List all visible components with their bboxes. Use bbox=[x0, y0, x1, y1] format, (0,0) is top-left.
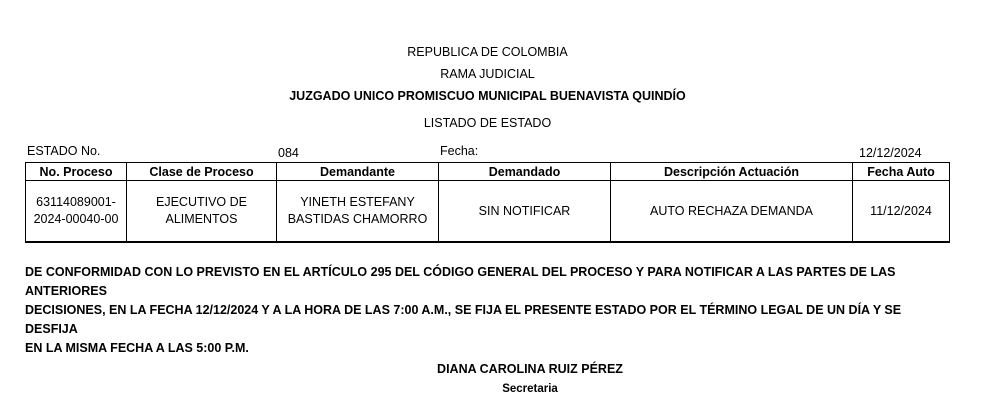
notice-line-3: EN LA MISMA FECHA A LAS 5:00 P.M. bbox=[25, 341, 249, 355]
notice-line-1: DE CONFORMIDAD CON LO PREVISTO EN EL ARTÍCULO 295 DEL CÓDIGO GENERAL DEL PROCESO Y PARA NOTIFICAR A LAS PARTES DE LAS ANTERIORES bbox=[25, 265, 896, 298]
estado-table bbox=[25, 162, 950, 243]
table-row bbox=[26, 181, 950, 243]
col-header-demandado: Demandado bbox=[439, 163, 611, 181]
proceso-line-2: 2024-00040-00 bbox=[33, 212, 119, 226]
cell-demandado: SIN NOTIFICAR bbox=[439, 181, 611, 243]
header-country: REPUBLICA DE COLOMBIA bbox=[407, 45, 568, 59]
col-header-no-proceso: No. Proceso bbox=[26, 163, 127, 181]
signature-role: Secretaria bbox=[502, 383, 558, 395]
demandante-line-1: YINETH ESTEFANY bbox=[300, 195, 415, 209]
col-header-clase-proceso: Clase de Proceso bbox=[127, 163, 277, 181]
col-header-demandante: Demandante bbox=[277, 163, 439, 181]
col-header-descripcion: Descripción Actuación bbox=[611, 163, 853, 181]
cell-clase-proceso bbox=[127, 181, 277, 243]
signature-name: DIANA CAROLINA RUIZ PÉREZ bbox=[437, 362, 623, 376]
demandante-line-2: BASTIDAS CHAMORRO bbox=[287, 212, 428, 226]
fecha-label: Fecha: bbox=[440, 144, 479, 158]
header-court: JUZGADO UNICO PROMISCUO MUNICIPAL BUENAVISTA QUINDÍO bbox=[289, 89, 686, 103]
estado-number: 084 bbox=[278, 146, 299, 160]
cell-no-proceso bbox=[26, 181, 127, 243]
cell-demandante bbox=[277, 181, 439, 243]
proceso-line-1: 63114089001- bbox=[36, 195, 116, 209]
clase-line-2: ALIMENTOS bbox=[165, 212, 238, 226]
estado-label: ESTADO No. bbox=[27, 144, 101, 158]
header-branch: RAMA JUDICIAL bbox=[440, 67, 535, 81]
notice-line-2: DECISIONES, EN LA FECHA 12/12/2024 Y A LA HORA DE LAS 7:00 A.M., SE FIJA EL PRESENTE ESTADO POR EL TÉRMINO LEGAL DE UN DÍA Y SE DESFIJA bbox=[25, 303, 902, 336]
notice-text bbox=[25, 263, 955, 358]
clase-line-1: EJECUTIVO DE bbox=[156, 195, 247, 209]
cell-fecha-auto: 11/12/2024 bbox=[853, 181, 950, 243]
table-header-row bbox=[26, 163, 950, 181]
fecha-value: 12/12/2024 bbox=[859, 146, 922, 160]
col-header-fecha-auto: Fecha Auto bbox=[853, 163, 950, 181]
cell-descripcion: AUTO RECHAZA DEMANDA bbox=[611, 181, 853, 243]
header-listing: LISTADO DE ESTADO bbox=[423, 116, 552, 130]
